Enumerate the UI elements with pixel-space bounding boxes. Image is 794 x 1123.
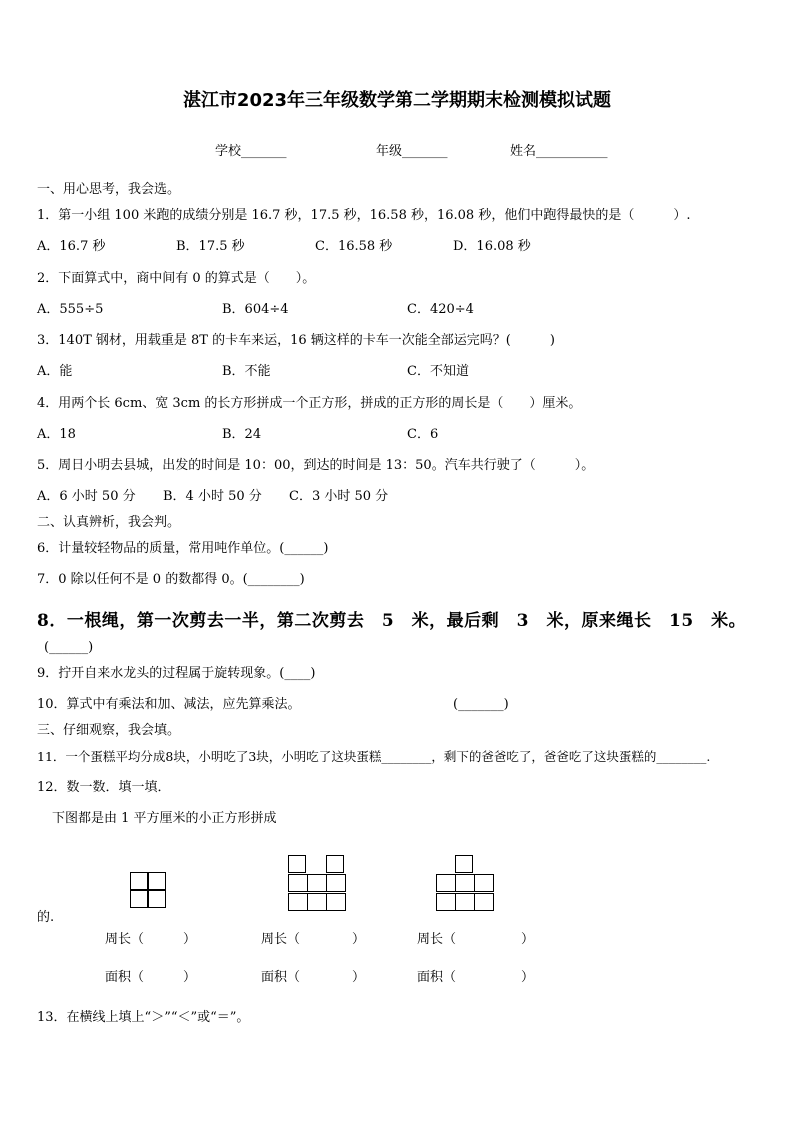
- question-9: 9．拧开自来水龙头的过程属于旋转现象。(____): [37, 666, 316, 681]
- figure-3-area: 面积（ ）: [417, 970, 535, 985]
- q1-option-a: A．16.7 秒: [37, 239, 106, 254]
- figure-2-perimeter: 周长（ ）: [261, 932, 366, 947]
- page-title: 湛江市2023年三年级数学第二学期期末检测模拟试题: [182, 90, 612, 111]
- q5-option-a: A．6 小时 50 分: [37, 489, 136, 504]
- figure-1-perimeter: 周长（ ）: [105, 932, 197, 947]
- q2-option-b: B．604÷4: [222, 302, 289, 317]
- q3-option-b: B．不能: [222, 364, 271, 379]
- question-8: 8．一根绳，第一次剪去一半，第二次剪去 5 米，最后剩 3 米，原来绳长 15 米。: [37, 611, 747, 631]
- question-7: 7．0 除以任何不是 0 的数都得 0。(________): [37, 572, 305, 587]
- question-12: 12．数一数．填一填．: [37, 780, 171, 795]
- q3-option-c: C．不知道: [407, 364, 469, 379]
- figure-3-perimeter: 周长（ ）: [417, 932, 535, 947]
- q8-blank: (______): [44, 640, 94, 655]
- q3-option-a: A．能: [37, 364, 73, 379]
- name-field: 姓名___________: [510, 144, 608, 159]
- q4-option-b: B．24: [222, 427, 262, 442]
- q12-intro: 下图都是由 1 平方厘米的小正方形拼成: [52, 811, 277, 826]
- q2-option-c: C．420÷4: [407, 302, 474, 317]
- question-2: 2．下面算式中，商中间有 0 的算式是（ ）。: [37, 271, 316, 286]
- grade-field: 年级_______: [376, 144, 448, 159]
- question-13: 13．在横线上填上“＞”“＜”或“＝”。: [37, 1010, 250, 1025]
- q5-option-c: C．3 小时 50 分: [289, 489, 389, 504]
- q1-option-b: B．17.5 秒: [176, 239, 245, 254]
- question-1: 1．第一小组 100 米跑的成绩分别是 16.7 秒，17.5 秒，16.58 秒，16.08 秒，他们中跑得最快的是（ ）.: [37, 208, 691, 223]
- q1-option-d: D．16.08 秒: [453, 239, 531, 254]
- school-field: 学校_______: [215, 144, 287, 159]
- question-6: 6．计量较轻物品的质量，常用吨作单位。(______): [37, 541, 329, 556]
- section-heading-2: 二、认真辨析，我会判。: [37, 515, 181, 530]
- q2-option-a: A．555÷5: [37, 302, 104, 317]
- figure-2-area: 面积（ ）: [261, 970, 366, 985]
- q1-option-c: C．16.58 秒: [315, 239, 393, 254]
- q4-option-c: C．6: [407, 427, 439, 442]
- question-3: 3．140T 钢材，用载重是 8T 的卡车来运，16 辆这样的卡车一次能全部运完吗？( ): [37, 333, 555, 348]
- section-heading-3: 三、仔细观察，我会填。: [37, 723, 181, 738]
- section-heading-1: 一、用心思考，我会选。: [37, 182, 181, 197]
- q10-blank: (_______): [453, 697, 509, 712]
- question-10: 10．算式中有乘法和加、减法，应先算乘法。: [37, 697, 301, 712]
- q12-tail: 的.: [37, 910, 55, 925]
- q4-option-a: A．18: [37, 427, 76, 442]
- question-11: 11．一个蛋糕平均分成8块，小明吃了3块，小明吃了这块蛋糕________，剩下的爸爸吃了，爸爸吃了这块蛋糕的________.: [37, 749, 711, 764]
- q5-option-b: B．4 小时 50 分: [163, 489, 262, 504]
- question-5: 5．周日小明去县城，出发的时间是 10：00，到达的时间是 13：50。汽车共行驶了（ ）。: [37, 458, 595, 473]
- figure-1-area: 面积（ ）: [105, 970, 197, 985]
- question-4: 4．用两个长 6cm、宽 3cm 的长方形拼成一个正方形，拼成的正方形的周长是（ ）厘米。: [37, 396, 582, 411]
